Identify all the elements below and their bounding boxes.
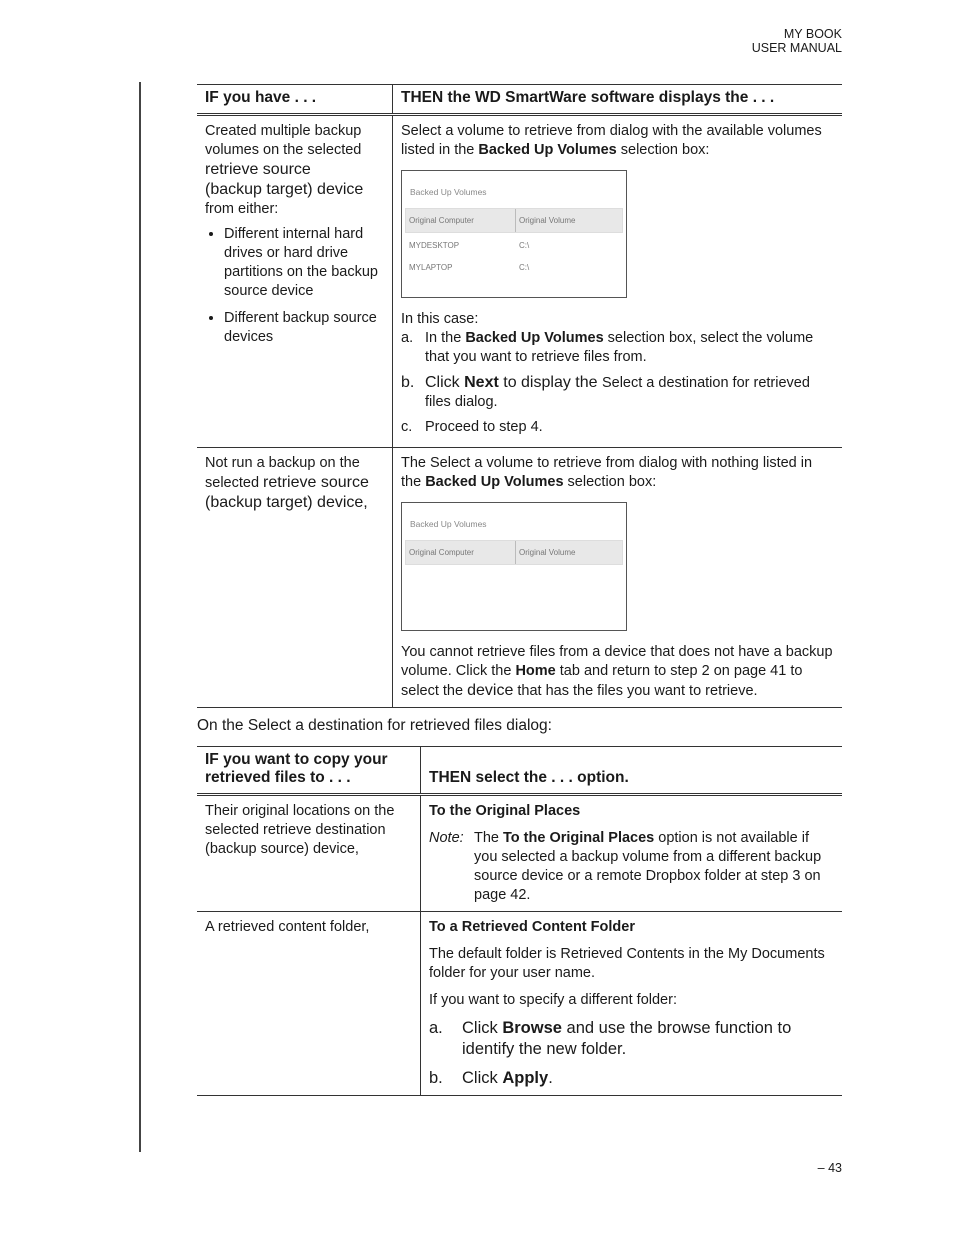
case-label: In this case:: [401, 311, 479, 327]
cond-text: (backup target) device: [205, 181, 364, 198]
col-if-header: IF you have . . .: [197, 85, 393, 115]
result-cell: [393, 115, 843, 448]
step-item: b. Click Apply.: [429, 1069, 553, 1087]
list-item: MYDESKTOP C:\: [409, 241, 530, 250]
step-item: a. In the Backed Up Volumes selection box, select the volume that you want to retrieve files from.: [401, 330, 814, 365]
col-then-header: THEN the WD SmartWare software displays the . . .: [393, 85, 843, 115]
col-if-header: IF you want to copy your retrieved files to . . .: [197, 747, 421, 795]
dialog-column-headers: [405, 540, 623, 565]
step-item: c. Proceed to step 4.: [401, 419, 543, 435]
header-product: MY BOOK: [783, 27, 842, 41]
col-original-volume: Original Volume: [519, 216, 576, 225]
cond-text: retrieve source: [205, 161, 311, 178]
option-title: To a Retrieved Content Folder: [429, 919, 635, 935]
col-original-volume: Original Volume: [519, 548, 576, 557]
cond-text: from either:: [205, 201, 279, 217]
result-intro: The Select a volume to retrieve from dialog with nothing listed in the Backed Up Volumes selection box:: [401, 455, 813, 490]
condition-cell: Their original locations on the selected retrieve destination (backup source) device,: [197, 795, 421, 912]
dialog-title: Backed Up Volumes: [410, 519, 487, 529]
cond-text: Not run a backup on the selected: [205, 455, 360, 491]
dialog-column-headers: [405, 208, 623, 233]
result-intro: Select a volume to retrieve from dialog with the available volumes listed in the Backed Up Volumes selection box:: [401, 123, 822, 158]
option-title: To the Original Places: [429, 803, 581, 819]
col-original-computer: Original Computer: [406, 209, 516, 232]
default-folder-text: The default folder is Retrieved Contents in the My Documents folder for your user name.: [429, 946, 825, 981]
retrieve-source-table: [197, 84, 842, 708]
cond-text: Created multiple backup volumes on the selected: [205, 123, 362, 158]
col-original-computer: Original Computer: [406, 541, 516, 564]
specify-text: If you want to specify a different folder:: [429, 992, 677, 1008]
col-then-header: THEN select the . . . option.: [421, 747, 843, 795]
result-outro: You cannot retrieve files from a device that does not have a backup volume. Click the Home tab and return to step 2 on page 41 to select the device that has the files you want to retrieve.: [401, 644, 833, 699]
table-row: [197, 912, 842, 1096]
step-item: b. Click Next to display the Select a destination for retrieved files dialog.: [401, 374, 810, 410]
table-row: [197, 115, 842, 448]
list-item: • Different backup source devices: [224, 309, 384, 347]
condition-cell: A retrieved content folder,: [197, 912, 421, 1096]
table-row: [197, 448, 842, 708]
step-item: a. Click Browse and use the browse function to identify the new folder.: [429, 1019, 792, 1058]
step-list: [401, 329, 834, 437]
list-item: MYLAPTOP C:\: [409, 263, 530, 272]
dialog-title: Backed Up Volumes: [410, 187, 487, 197]
condition-cell: [197, 448, 393, 708]
backed-up-volumes-screenshot: [401, 170, 627, 298]
result-cell: [421, 795, 843, 912]
running-header: [752, 27, 842, 55]
step-list: [429, 1018, 834, 1089]
page-number: – 43: [817, 1161, 842, 1175]
empty-volumes-screenshot: [401, 502, 627, 631]
condition-cell: [197, 115, 393, 448]
note: Note: The To the Original Places option is not available if you selected a backup volume from a different backup source device or a remote Dropbox folder at step 3 on page 42.: [429, 830, 822, 903]
result-cell: [421, 912, 843, 1096]
list-item: • Different internal hard drives or hard drive partitions on the backup source device: [224, 225, 384, 301]
bullet-list: [205, 225, 384, 347]
cond-text: (backup target) device,: [205, 494, 368, 511]
result-cell: [393, 448, 843, 708]
table-row: [197, 795, 842, 912]
table-header-row: [197, 85, 842, 115]
cond-text: retrieve source: [263, 474, 369, 491]
header-manual: USER MANUAL: [751, 41, 842, 55]
destination-option-table: [197, 746, 842, 1096]
table-header-row: [197, 747, 842, 795]
section-intro: On the Select a destination for retrieved files dialog:: [197, 717, 552, 734]
margin-rule: [139, 82, 141, 1152]
